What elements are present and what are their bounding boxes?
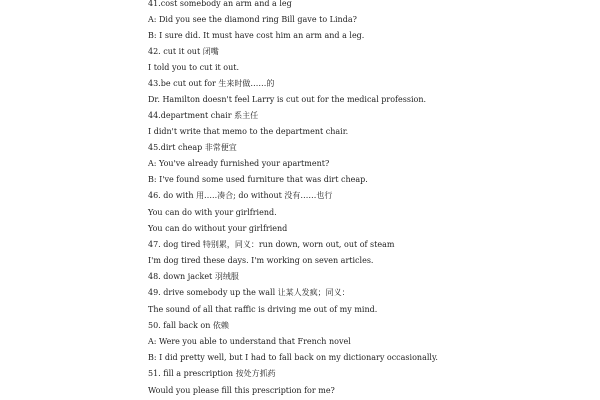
entry-42-example: I told you to cut it out.: [148, 63, 239, 72]
entry-41-example-a: A: Did you see the diamond ring Bill gave to Linda?: [148, 15, 357, 24]
entry-41-example-b: B: I sure did. It must have cost him an arm and a leg.: [148, 31, 365, 40]
entry-50-example-b: B: I did pretty well, but I had to fall back on my dictionary occasionally.: [148, 353, 438, 362]
entry-44-example: I didn't write that memo to the department chair.: [148, 127, 349, 136]
entry-46-example-1: You can do with your girlfriend.: [148, 208, 277, 217]
entry-44-heading: 44.department chair 系主任: [148, 111, 259, 120]
entry-45-example-b: B: I've found some used furniture that was dirt cheap.: [148, 175, 368, 184]
entry-42-heading: 42. cut it out 闭嘴: [148, 47, 219, 56]
entry-50-example-a: A: Were you able to understand that French novel: [148, 337, 351, 346]
entry-50-heading: 50. fall back on 依赖: [148, 321, 229, 330]
entry-46-example-2: You can do without your girlfriend: [148, 224, 288, 233]
entry-47-heading: 47. dog tired 特别累，同义：run down, worn out, out of steam: [148, 240, 395, 249]
entry-51-example: Would you please fill this prescription for me?: [148, 386, 335, 395]
entry-45-heading: 45.dirt cheap 非常便宜: [148, 143, 237, 152]
entry-46-heading: 46. do with 用…..凑合; do without 没有……也行: [148, 191, 333, 200]
entry-49-heading: 49. drive somebody up the wall 让某人发疯；同义：: [148, 288, 350, 297]
entry-41-heading: 41.cost somebody an arm and a leg: [148, 0, 292, 8]
entry-43-example: Dr. Hamilton doesn't feel Larry is cut out for the medical profession.: [148, 95, 427, 104]
entry-47-example: I'm dog tired these days. I'm working on seven articles.: [148, 256, 374, 265]
entry-45-example-a: A: You've already furnished your apartment?: [148, 159, 330, 168]
entry-51-heading: 51. fill a prescription 按处方抓药: [148, 369, 276, 378]
entry-48-heading: 48. down jacket 羽绒服: [148, 272, 239, 281]
entry-49-example: The sound of all that raffic is driving me out of my mind.: [148, 305, 378, 314]
entry-43-heading: 43.be cut out for 生来时做……的: [148, 79, 275, 88]
